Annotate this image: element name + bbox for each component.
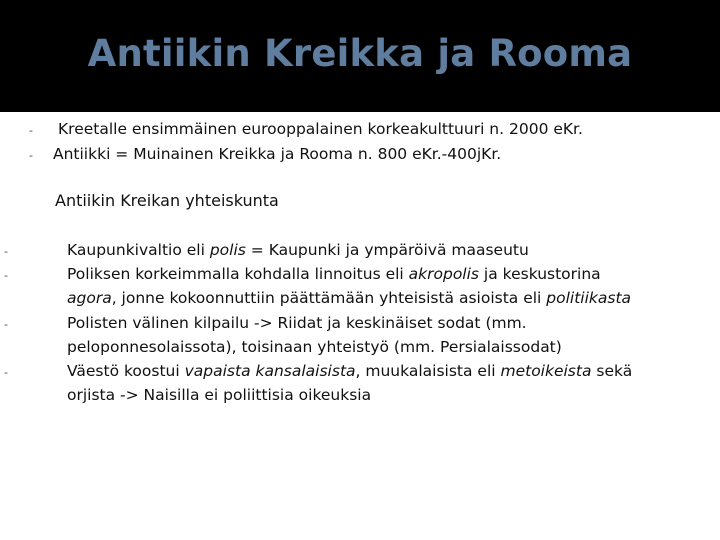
dash-marker: - [4,318,8,331]
intro-line-2: Antiikki = Muinainen Kreikka ja Rooma n. 800 eKr.-400jKr. [53,145,502,163]
item-4-line-2: orjista -> Naisilla ei poliittisia oikeuksia [67,386,372,404]
dash-marker: - [4,245,8,258]
page-title: Antiikin Kreikka ja Rooma [87,32,633,75]
dash-marker: - [4,269,8,282]
item-4-line-1: Väestö koostui vapaista kansalaisista, muukalaisista eli metoikeista sekä [67,362,633,380]
item-3-line-1: Polisten välinen kilpailu -> Riidat ja keskinäiset sodat (mm. [67,314,527,332]
item-3-line-2: peloponnesolaissota), toisinaan yhteistyö (mm. Persialaissodat) [67,338,562,356]
dash-marker: - [4,366,8,379]
item-1-line-1: Kaupunkivaltio eli polis = Kaupunki ja ympäröivä maaseutu [67,241,529,259]
intro-line-1: Kreetalle ensimmäinen eurooppalainen korkeakulttuuri n. 2000 eKr. [58,120,583,138]
dash-marker: - [29,124,33,137]
section-heading: Antiikin Kreikan yhteiskunta [55,191,279,210]
title-bar [0,0,720,112]
item-2-line-2: agora, jonne kokoonnuttiin päättämään yhteisistä asioista eli politiikasta [67,289,632,307]
dash-marker: - [29,149,33,162]
item-2-line-1: Poliksen korkeimmalla kohdalla linnoitus eli akropolis ja keskustorina [67,265,601,283]
